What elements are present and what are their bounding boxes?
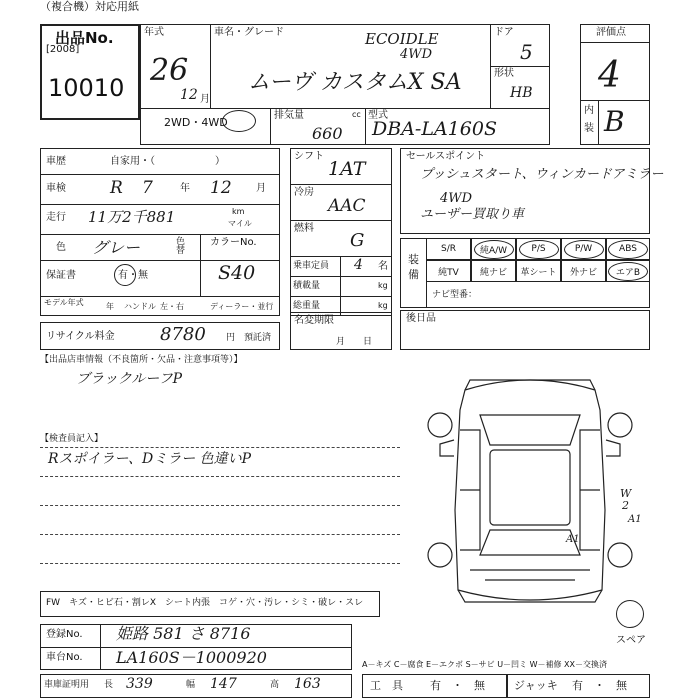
inspection-era: R xyxy=(110,178,123,198)
circle-alloy-wheel xyxy=(474,240,514,259)
door-label: ドア xyxy=(494,27,514,38)
width-value: 147 xyxy=(210,676,237,692)
model-top: ECOIDLE xyxy=(365,30,439,48)
mileage-label: 走行 xyxy=(46,212,66,223)
month-unit: 月 xyxy=(200,94,210,105)
jack-label: ジャッキ xyxy=(514,679,558,692)
grade-label: 評価点 xyxy=(596,27,626,38)
circle-abs xyxy=(608,240,648,259)
width-label: 幅 xyxy=(186,680,196,690)
name-change-unit: 月 日 xyxy=(336,337,373,347)
damage-codes: A－キズ C－腐食 E－エクボ S－サビ U－凹ミ W－補修 XX－交換済 xyxy=(362,660,608,669)
type-value: DBA-LA160S xyxy=(372,118,497,140)
equip-alloy-wheel: 純A/W xyxy=(471,238,516,260)
equip-power-steering: P/S xyxy=(516,238,561,260)
door-value: 5 xyxy=(520,40,533,64)
warranty-value: 有・無 xyxy=(118,270,148,281)
recycle-label: リサイクル料金 xyxy=(46,331,115,342)
interior-label-1: 内 xyxy=(584,105,594,116)
equip-ext-navi: 外ナビ xyxy=(561,260,606,282)
jack-value: 有 ・ 無 xyxy=(572,679,627,692)
color-label: 色 xyxy=(56,242,66,253)
load-unit: kg xyxy=(378,281,388,290)
color-swap-label: 色替 xyxy=(176,237,186,256)
lot-number: 10010 xyxy=(48,74,125,102)
shape-label: 形状 xyxy=(494,68,514,79)
weight-unit: kg xyxy=(378,301,388,310)
handle-label: ハンドル xyxy=(124,302,156,311)
name-change-label: 名変期限 xyxy=(294,315,334,326)
circle-power-window xyxy=(564,240,604,259)
color-value: グレー xyxy=(92,238,141,257)
model-main: ムーヴ カスタムX SA xyxy=(248,70,462,95)
spare-label: スペア xyxy=(616,635,646,646)
equip-power-window: P/W xyxy=(561,238,606,260)
spare-tire-icon xyxy=(616,600,644,628)
mileage-value: 11万2千881 xyxy=(88,208,176,226)
chassis-label: 車台No. xyxy=(46,652,83,663)
equip-airbag: エアB xyxy=(606,260,650,282)
interior-label-2: 装 xyxy=(584,123,594,134)
month-value: 12 xyxy=(180,87,198,103)
capacity-unit: 名 xyxy=(378,261,388,272)
reg-value: 姫路 581 さ 8716 xyxy=(116,624,251,643)
tools-value: 有 ・ 無 xyxy=(430,679,485,692)
capacity-label: 乗車定員 xyxy=(293,261,330,271)
handle-value: 左・右 xyxy=(160,302,184,311)
height-value: 163 xyxy=(294,676,321,692)
ac-label: 冷房 xyxy=(294,187,314,198)
circle-power-steering xyxy=(519,240,559,259)
nav-model-label: ナビ型番： xyxy=(432,290,478,300)
length-label: 長 xyxy=(104,680,114,690)
cert-label: 車庫証明用 xyxy=(44,680,90,690)
sales-point-line-1: プッシュスタート、ウィンカードアミラー xyxy=(420,167,664,182)
dealer-label: ディーラー・並行 xyxy=(210,302,274,311)
capacity-value: 4 xyxy=(354,257,363,273)
year-value: 26 xyxy=(150,53,189,88)
post-items-label: 後日品 xyxy=(406,313,436,324)
post-items-box xyxy=(400,310,650,350)
damage-legend: FW キズ・ヒビ石・割レX シート内張 コゲ・穴・汚レ・シミ・破レ・スレ xyxy=(46,598,364,608)
chassis-value: LA160S－1000920 xyxy=(116,648,267,667)
damage-mark-a1-side: A1 xyxy=(628,514,642,525)
exhibitor-label: 【出品店車情報（不良箇所・欠品・注意事項等）】 xyxy=(40,355,243,365)
tools-label: 工 具 xyxy=(370,679,403,692)
height-label: 高 xyxy=(270,680,280,690)
fuel-label: 燃料 xyxy=(294,223,314,234)
inspection-year: 7 xyxy=(142,178,153,198)
mileage-unit-mile: マイル xyxy=(228,219,252,228)
lot-label: 出品No. xyxy=(55,29,114,47)
displacement-value: 660 xyxy=(312,124,343,143)
inspector-label: 【検査員記入】 xyxy=(40,434,104,444)
damage-mark-2: 2 xyxy=(622,499,629,512)
lot-year: [2008] xyxy=(46,44,80,55)
damage-mark-w: W xyxy=(620,487,632,500)
color-no-label: カラーNo. xyxy=(210,237,257,248)
interior-value: B xyxy=(604,105,625,138)
model-year-unit: 年 xyxy=(106,302,114,311)
equip-sr: S/R xyxy=(426,238,471,260)
inspection-year-unit: 年 xyxy=(180,183,190,194)
warranty-circle xyxy=(114,264,136,286)
model-label: 車名・グレード xyxy=(214,27,284,38)
displacement-label: 排気量 xyxy=(274,110,304,121)
shape-value: HB xyxy=(510,85,533,101)
model-sub: 4WD xyxy=(400,47,433,62)
year-label: 年式 xyxy=(144,27,164,38)
inspection-month-unit: 月 xyxy=(256,183,266,194)
form-title: （複合機）対応用紙 xyxy=(40,0,139,13)
type-label: 型式 xyxy=(368,110,388,121)
exhibitor-text: ブラックルーフP xyxy=(76,371,183,387)
drive-options: 2WD・4WD xyxy=(164,116,228,129)
mileage-unit-km: km xyxy=(232,207,245,216)
history-label: 車歴 xyxy=(46,156,66,167)
circle-airbag xyxy=(608,262,648,281)
drive-circle xyxy=(222,110,256,132)
inspection-month: 12 xyxy=(210,178,232,198)
length-value: 339 xyxy=(126,676,153,692)
grade-value: 4 xyxy=(598,55,621,96)
fuel-value: G xyxy=(350,230,365,251)
equip-leather: 革シート xyxy=(516,260,561,282)
equipment-label: 装備 xyxy=(408,253,419,281)
weight-label: 総重量 xyxy=(293,301,321,311)
load-label: 積載量 xyxy=(293,281,321,291)
recycle-value: 8780 xyxy=(160,324,206,345)
car-damage-diagram xyxy=(410,370,650,610)
displacement-unit: cc xyxy=(352,110,361,119)
warranty-label: 保証書 xyxy=(46,270,76,281)
equip-navi: 純ナビ xyxy=(471,260,516,282)
sales-points-label: セールスポイント xyxy=(406,151,486,162)
recycle-unit: 円 xyxy=(226,333,236,343)
inspection-label: 車検 xyxy=(46,183,66,194)
reg-label: 登録No. xyxy=(46,629,83,640)
sales-point-line-3: ユーザー買取り車 xyxy=(420,207,525,222)
history-value: 自家用・（ ） xyxy=(110,156,225,167)
damage-mark-a1-rear: A1 xyxy=(566,534,580,545)
inspector-text: Rスポイラー、Dミラー 色違いP xyxy=(48,451,252,467)
shift-value: 1AT xyxy=(328,158,366,180)
ac-value: AAC xyxy=(328,196,366,216)
equip-abs: ABS xyxy=(606,238,650,260)
sales-point-line-2: 4WD xyxy=(440,191,473,206)
equip-tv: 純TV xyxy=(426,260,471,282)
recycle-note: 預託済 xyxy=(244,333,272,343)
shift-label: シフト xyxy=(294,151,324,162)
color-no-value: S40 xyxy=(218,262,256,284)
model-year-label: モデル年式 xyxy=(44,298,84,307)
